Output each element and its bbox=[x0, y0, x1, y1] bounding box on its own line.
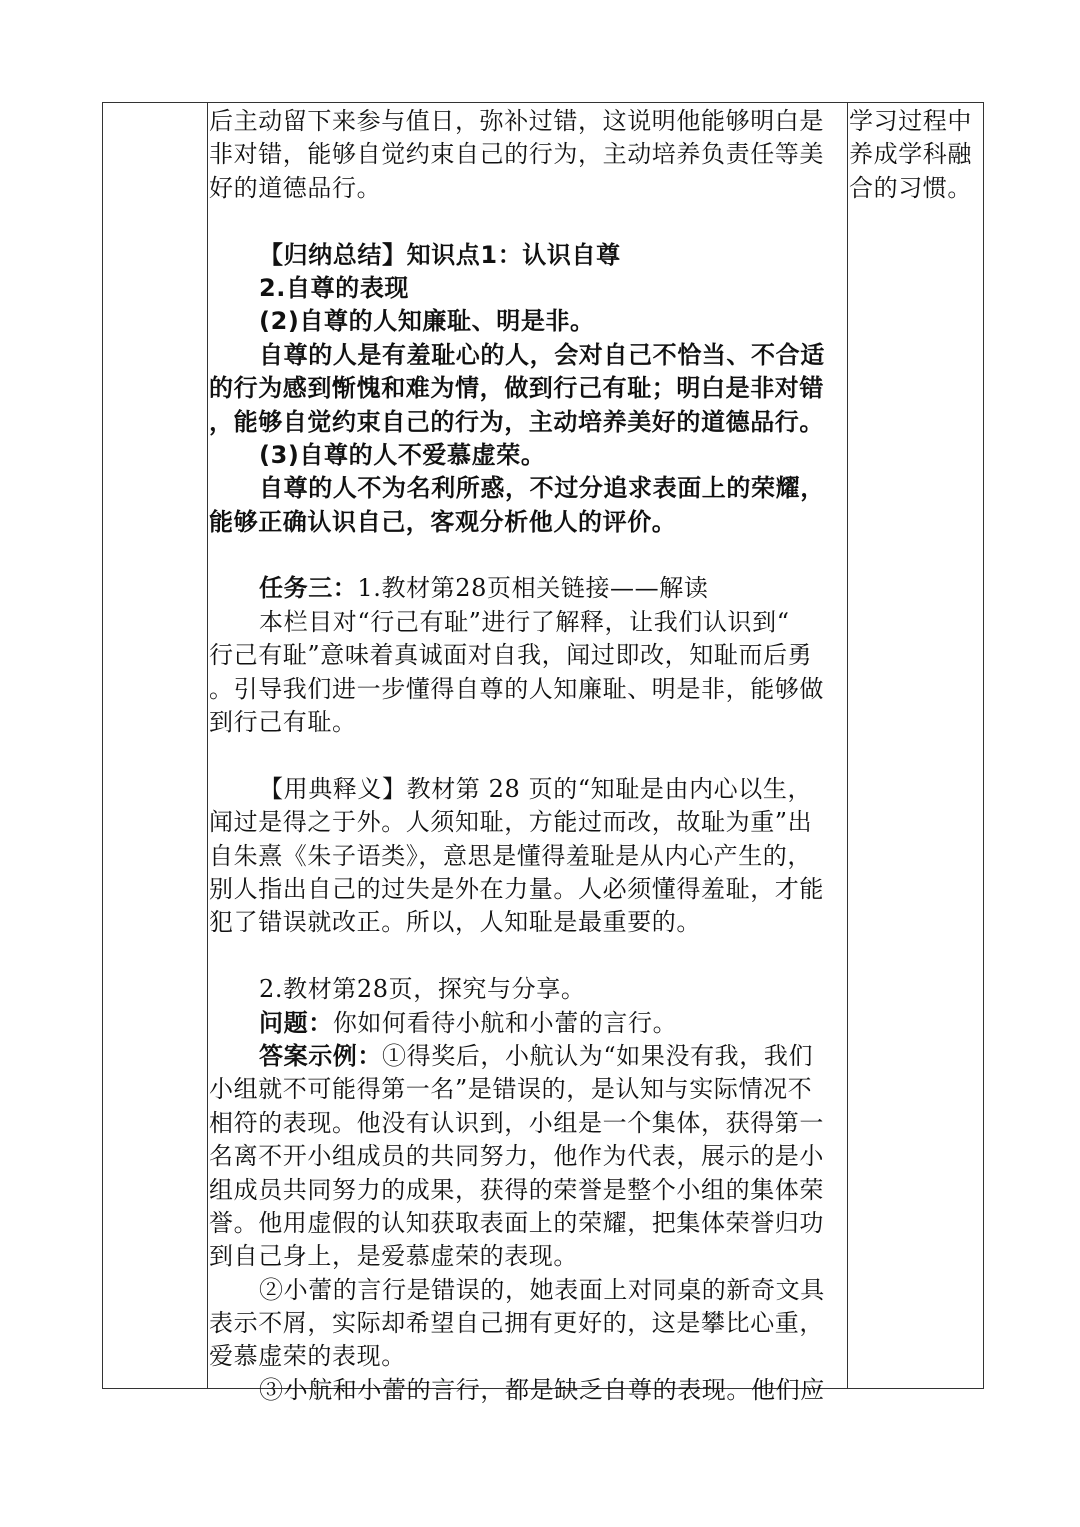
text-line: 好的道德品行。 bbox=[209, 173, 382, 202]
text-line: 。引导我们进一步懂得自尊的人知廉耻、明是非，能够做 bbox=[209, 674, 824, 703]
summary-text: 自尊的人是有羞耻心的人，会对自己不恰当、不合适 bbox=[259, 340, 825, 369]
text-line: 行己有耻”意味着真诚面对自我，闻过即改，知耻而后勇 bbox=[209, 641, 813, 670]
text-line: 组成员共同努力的成果，获得的荣誉是整个小组的集体荣 bbox=[209, 1175, 824, 1204]
summary-subheading: 2.自尊的表现 bbox=[259, 273, 410, 302]
task-heading bbox=[209, 572, 845, 605]
text-line: 誉。他用虚假的认知获取表面上的荣耀，把集体荣誉归功 bbox=[209, 1208, 824, 1237]
table-left-column bbox=[103, 103, 207, 1388]
explore-heading: 2.教材第28页，探究与分享。 bbox=[259, 975, 586, 1004]
task-label: 任务三： bbox=[259, 574, 358, 603]
text-line: 表示不屑，实际却希望自己拥有更好的，这是攀比心重， bbox=[209, 1309, 824, 1338]
summary-text: 自尊的人不为名利所惑，不过分追求表面上的荣耀， bbox=[259, 474, 825, 503]
text-line: 学习过程中 bbox=[849, 107, 972, 135]
text-line: 自朱熹《朱子语类》，意思是懂得羞耻是从内心产生的， bbox=[209, 841, 812, 870]
summary-text: 能够正确认识自己，客观分析他人的评价。 bbox=[209, 507, 677, 536]
question-text: 你如何看待小航和小蕾的言行。 bbox=[332, 1008, 678, 1037]
text-line: 犯了错误就改正。所以，人知耻是最重要的。 bbox=[209, 908, 701, 937]
design-intent-column bbox=[849, 105, 983, 205]
text-line: 养成学科融 bbox=[849, 140, 972, 169]
answer-label: 答案示例： bbox=[259, 1041, 382, 1070]
text-line: 名离不开小组成员的共同努力，他作为代表，展示的是小 bbox=[209, 1142, 824, 1171]
summary-point: (3)自尊的人不爱慕虚荣。 bbox=[259, 440, 546, 469]
text-line: 后主动留下来参与值日，弥补过错，这说明他能够明白是 bbox=[209, 107, 824, 135]
text-line: 别人指出自己的过失是外在力量。人必须懂得羞耻，才能 bbox=[209, 874, 824, 903]
text-line: 合的习惯。 bbox=[849, 173, 972, 202]
text-line: 到行己有耻。 bbox=[209, 708, 357, 737]
question-label: 问题： bbox=[259, 1008, 333, 1037]
text-line: 到自己身上，是爱慕虚荣的表现。 bbox=[209, 1242, 578, 1271]
text-line: 相符的表现。他没有认识到，小组是一个集体，获得第一 bbox=[209, 1108, 824, 1137]
question-line bbox=[209, 1007, 845, 1040]
summary-heading: 【归纳总结】知识点1：认识自尊 bbox=[259, 240, 621, 269]
text-line: 闻过是得之于外。人须知耻，方能过而改，故耻为重”出 bbox=[209, 808, 813, 837]
text-line: 小组就不可能得第一名”是错误的，是认知与实际情况不 bbox=[209, 1075, 813, 1104]
text-line: 本栏目对“行己有耻”进行了解释，让我们认识到“ bbox=[259, 607, 790, 636]
text-line: 爱慕虚荣的表现。 bbox=[209, 1342, 406, 1371]
column-divider bbox=[847, 103, 848, 1388]
summary-text: 的行为感到惭愧和难为情，做到行己有耻；明白是非对错 bbox=[209, 374, 824, 403]
column-divider bbox=[207, 103, 208, 1388]
answer-line bbox=[209, 1040, 845, 1073]
text-line: ③小航和小蕾的言行，都是缺乏自尊的表现。他们应 bbox=[259, 1375, 825, 1404]
task-title: 1.教材第28页相关链接——解读 bbox=[357, 574, 709, 603]
summary-point: (2)自尊的人知廉耻、明是非。 bbox=[259, 307, 595, 336]
lesson-table bbox=[102, 102, 984, 1404]
answer-text: ①得奖后，小航认为“如果没有我，我们 bbox=[382, 1041, 814, 1070]
allusion-heading: 【用典释义】教材第 28 页的“知耻是由内心以生， bbox=[259, 774, 813, 803]
summary-text: ，能够自觉约束自己的行为，主动培养美好的道德品行。 bbox=[209, 407, 824, 436]
lesson-content-column bbox=[209, 105, 845, 1404]
text-line: 非对错，能够自觉约束自己的行为，主动培养负责任等美 bbox=[209, 140, 824, 169]
text-line: ②小蕾的言行是错误的，她表面上对同桌的新奇文具 bbox=[259, 1275, 825, 1304]
